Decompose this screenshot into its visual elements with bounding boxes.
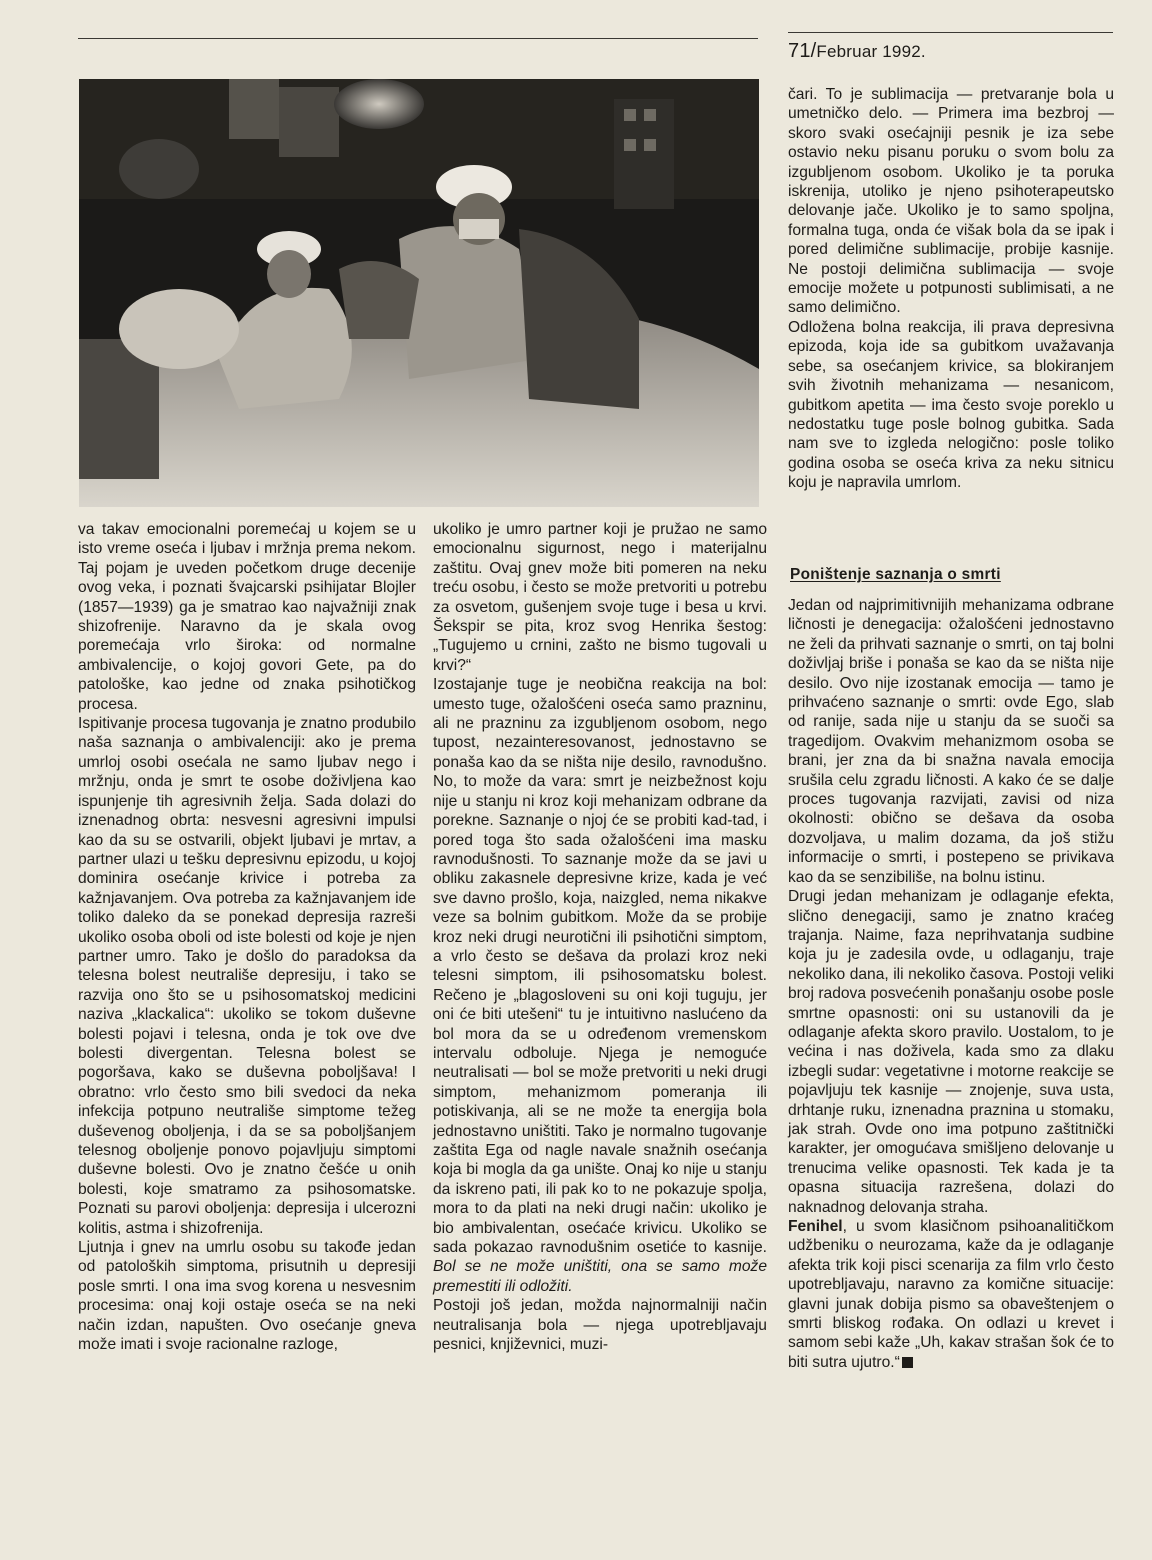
header-rule-right bbox=[788, 32, 1113, 33]
italic-phrase: Bol se ne može uništiti, ona se samo može premestiti ili odložiti. bbox=[433, 1258, 767, 1295]
page-header bbox=[788, 40, 926, 63]
paragraph: Ispitivanje procesa tugovanja je znatno produbilo naša saznanja o ambivalenciji: ako je prema umrloj osobi osećala ne samo ljubav nego i mržnju, onda je smrt te osobe doživljena kao ispunjenje tih agresivnih želja. Sada dolazi do iznenadnog obrta: nesvesni agresivni impulsi kao da su se ostvarili, objekt ljubavi je mrtav, a partner ulazi u tešku depresivnu epizodu, u kojoj dominira osećanje krivice i potreba za kažnjavanjem. Ova potreba za kažnjavanjem ide toliko daleko da se ponekad depresija razreši ukoliko osoba oboli od iste bolesti od koje je njen partner umro. Tako je došlo do paradoksa da telesna bolest neutrališe depresiju, i tako se razvija ono što se u psihosomatskoj medicini naziva „klackalica“: ukoliko se tokom duševne bolesti pojavi i telesna, onda je tok ove dve bolesti divergentan. Telesna bolest se pogoršava, kako se duševna poboljšava! I obratno: vrlo često smo bili svedoci da neka infekcija potpuno neutrališe simptome težeg duševenog oboljenja, i da se sa poboljšanjem telesnog oboljenje ponovo pojavljuju simptomi duševne bolesti. Ovo je znatno češće u onih bolesti, koje smatramo za psihosomatske. Poznati su parovi oboljenja: depresija i ulcerozni kolitis, astma i shizofrenija. bbox=[78, 715, 416, 1237]
paragraph bbox=[788, 1217, 1114, 1372]
paragraph-text: , u svom klasičnom psihoanalitičkom udžbeniku o neurozama, kaže da je odlaganje afekta trik koji pisci scenarija za film vrlo često upotrebljavaju, naravno za komične situacije: glavni junak dobija pismo sa obaveštenjem o smrti bliskog rođaka. On odlazi u krevet i samom sebi kaže „Uh, kakav strašan šok će to biti sutra ujutro.“ bbox=[788, 1218, 1114, 1371]
paragraph: čari. To je sublimacija — pretvaranje bola u umetničko delo. — Primera ima bezbroj — skoro svaki osećajniji pesnik je iza sebe ostavio neku pisanu poruku o svom bolu za izgubljenom osobom. Ukoliko je ta poruka iskrenija, utoliko je njeno psihoterapeutsko delovanje jače. Ukoliko je to samo spoljna, formalna tuga, onda će višak bola da se ipak i pored delimične sublimacije, probije kasnije. Ne postoji delimična sublimacija — svoje emocije možete u potpunosti sublimisati, a ne samo delimično. bbox=[788, 86, 1114, 317]
paragraph: Jedan od najprimitivnijih mehanizama odbrane ličnosti je denegacija: ožalošćeni jednostavno ne želi da prihvati saznanje o smrti, on taj bolni doživljaj briše i ponaša se kao da se ništa nije desilo. Ovo nije izostanak emocija — tamo je prihvaćeno saznanje o smrti: ovde Ego, slab od ranije, sada nije u stanju da se suoči sa tragedijom. Ovakvim mehanizmom osoba se brani, jer zna da bi snažna navala emocija srušila celu zgradu ličnosti. A kako će se dalje proces tugovanja razvijati, zavisi od niza okolnosti: obično se dešava da osoba dozvoljava, u malim dozama, da još stižu informacije o smrti, i postepeno se privikava kao da se senzibiliše, na bolnu istinu. bbox=[788, 597, 1114, 886]
section-subheading: Poništenje saznanja o smrti bbox=[790, 566, 1001, 583]
paragraph-text: Izostajanje tuge je neobična reakcija na bol: umesto tuge, ožalošćeni oseća samo prazninu, ali ne prazninu za izgubljenom osobom, nego tupost, nezainteresovanost, jednostavno se ponaša kao da se ništa nije desilo, ravnodušno. No, to može da vara: smrt je neizbežnost koju nije u stanju ni kroz koji mehanizam odbrane da porekne. Saznanje o njoj će se probiti kad-tad, i pored toga što sada ožalošćeni ima masku ravnodušnosti. To saznanje može da se javi u obliku zakasnele depresivne krize, kada je već sve davno prošlo, koja, naizgled, nema nikakve veze sa bolnim gubitkom. Može da se probije kroz neki drugi neurotični ili psihotični simptom, a vrlo često se dešava da prolazi kroz neki telesni simptom, ili psihosomatsku bolest. Rečeno je „blagosloveni su oni koji tuguju, jer oni će biti utešeni“ tu je intuitivno naslućeno da bol mora da se u određenom vremenskom intervalu odboluje. Njega je nemoguće neutralisati — bol se može pretvoriti u neki drugi simptom, mehanizmom pomeranja ili potiskivanja, ali se ne može ta energija bola jednostavno uništiti. Tako je normalno tugovanje zaštita Ega od nagle navale snažnih osećanja koja bi mogla da ga unište. Onaj ko nije u stanju da iskreno pati, ili pak ko to ne pokazuje spolja, mora to da plati na neki drugi način: ukoliko je bio ambivalentan, osećaće krivicu. Ukoliko se sada pokazao ravnodušnim osetiće to kasnije. bbox=[433, 676, 767, 1257]
paragraph: Ljutnja i gnev na umrlu osobu su takođe jedan od patoloških simptoma, prisutnih u depresiji posle smrti. I ona ima svog korena u nesvesnim procesima: onaj koji ostaje oseća se na neki način izdan, napušten. Ovo osećanje gneva može imati i svoje racionalne razloge, bbox=[78, 1239, 416, 1354]
article-column-3-bottom bbox=[788, 596, 1114, 1372]
issue-date: Februar 1992. bbox=[816, 42, 926, 61]
paragraph: ukoliko je umro partner koji je pružao ne samo emocionalnu sigurnost, nego i materijalnu zaštitu. Ovaj gnev može biti pomeren na neku treću osobu, i često se može pretvoriti u potrebu za osvetom, gušenjem svoje tuge i besa u krvi. Šekspir se pita, kroz svog Henrika šestog: „Tugujemo u crnini, zašto ne bismo tugovali u krvi?“ bbox=[433, 521, 767, 674]
end-mark-icon bbox=[902, 1357, 913, 1368]
fenihel-name: Fenihel bbox=[788, 1218, 843, 1235]
surgery-photo bbox=[79, 79, 759, 507]
paragraph: Odložena bolna reakcija, ili prava depresivna epizoda, koja ide sa gubitkom uvažavanja sebe, sa osećanjem krivice, sa blokiranjem svih životnih mehanizama — nesanicom, gubitkom apetita — ima često svoje poreklo u nedostatku tuge posle bolnog gubitka. Sada nam sve to izgleda nelogično: posle toliko godina osoba se oseća kriva za neku sitnicu koju je napravila umrlom. bbox=[788, 318, 1114, 492]
paragraph bbox=[433, 675, 767, 1296]
article-column-2 bbox=[433, 520, 767, 1354]
article-column-3-top bbox=[788, 85, 1114, 493]
header-rule-left bbox=[78, 38, 758, 39]
paragraph: va takav emocionalni poremećaj u kojem se u isto vreme oseća i ljubav i mržnja prema nekom. Taj pojam je uveden početkom druge decenije ovog veka, i poznati švajcarski psihijatar Blojler (1857—1939) ga je smatrao kao najvažniji znak shizofrenije. Naravno da je skala ovog poremećaja vrlo široka: od normalne ambivalencije, o kojoj govori Gete, pa do patološke, kao jedne od znaka psihotičkog procesa. bbox=[78, 521, 416, 713]
article-column-1 bbox=[78, 520, 416, 1354]
operating-room-icon bbox=[79, 79, 759, 507]
paragraph: Postoji još jedan, možda najnormalniji način neutralisanja bola — njega upotrebljavaju pesnici, književnici, muzi- bbox=[433, 1297, 767, 1354]
paragraph: Drugi jedan mehanizam je odlaganje efekta, slično denegaciji, samo je znatno kraćeg trajanja. Naime, faza neprihvatanja sudbine koja ju je zadesila ovde, u odlaganju, traje nekoliko dana, ili nekoliko časova. Postoji veliki broj radova posvećenih ponašanju osobe posle smrtne opasnosti: oni su ustanovili da je odlaganje afekta skoro pravilo. Uostalom, to je većina i nas doživela, kada smo za dlaku izbegli sudar: vegetativne i motorne reakcije se pojavljuju tek kasnije — znojenje, suva usta, drhtanje ruku, iznenadna praznina u stomaku, jak strah. Ovde ono ima potpuno zaštitnički karakter, jer omogućava smišljeno delovanje u trenucima velike opasnosti. Tek kada je ta opasna situacija razrešena, dolazi do naknadnog delovanja straha. bbox=[788, 888, 1114, 1216]
page-number: 71/ bbox=[788, 40, 817, 62]
